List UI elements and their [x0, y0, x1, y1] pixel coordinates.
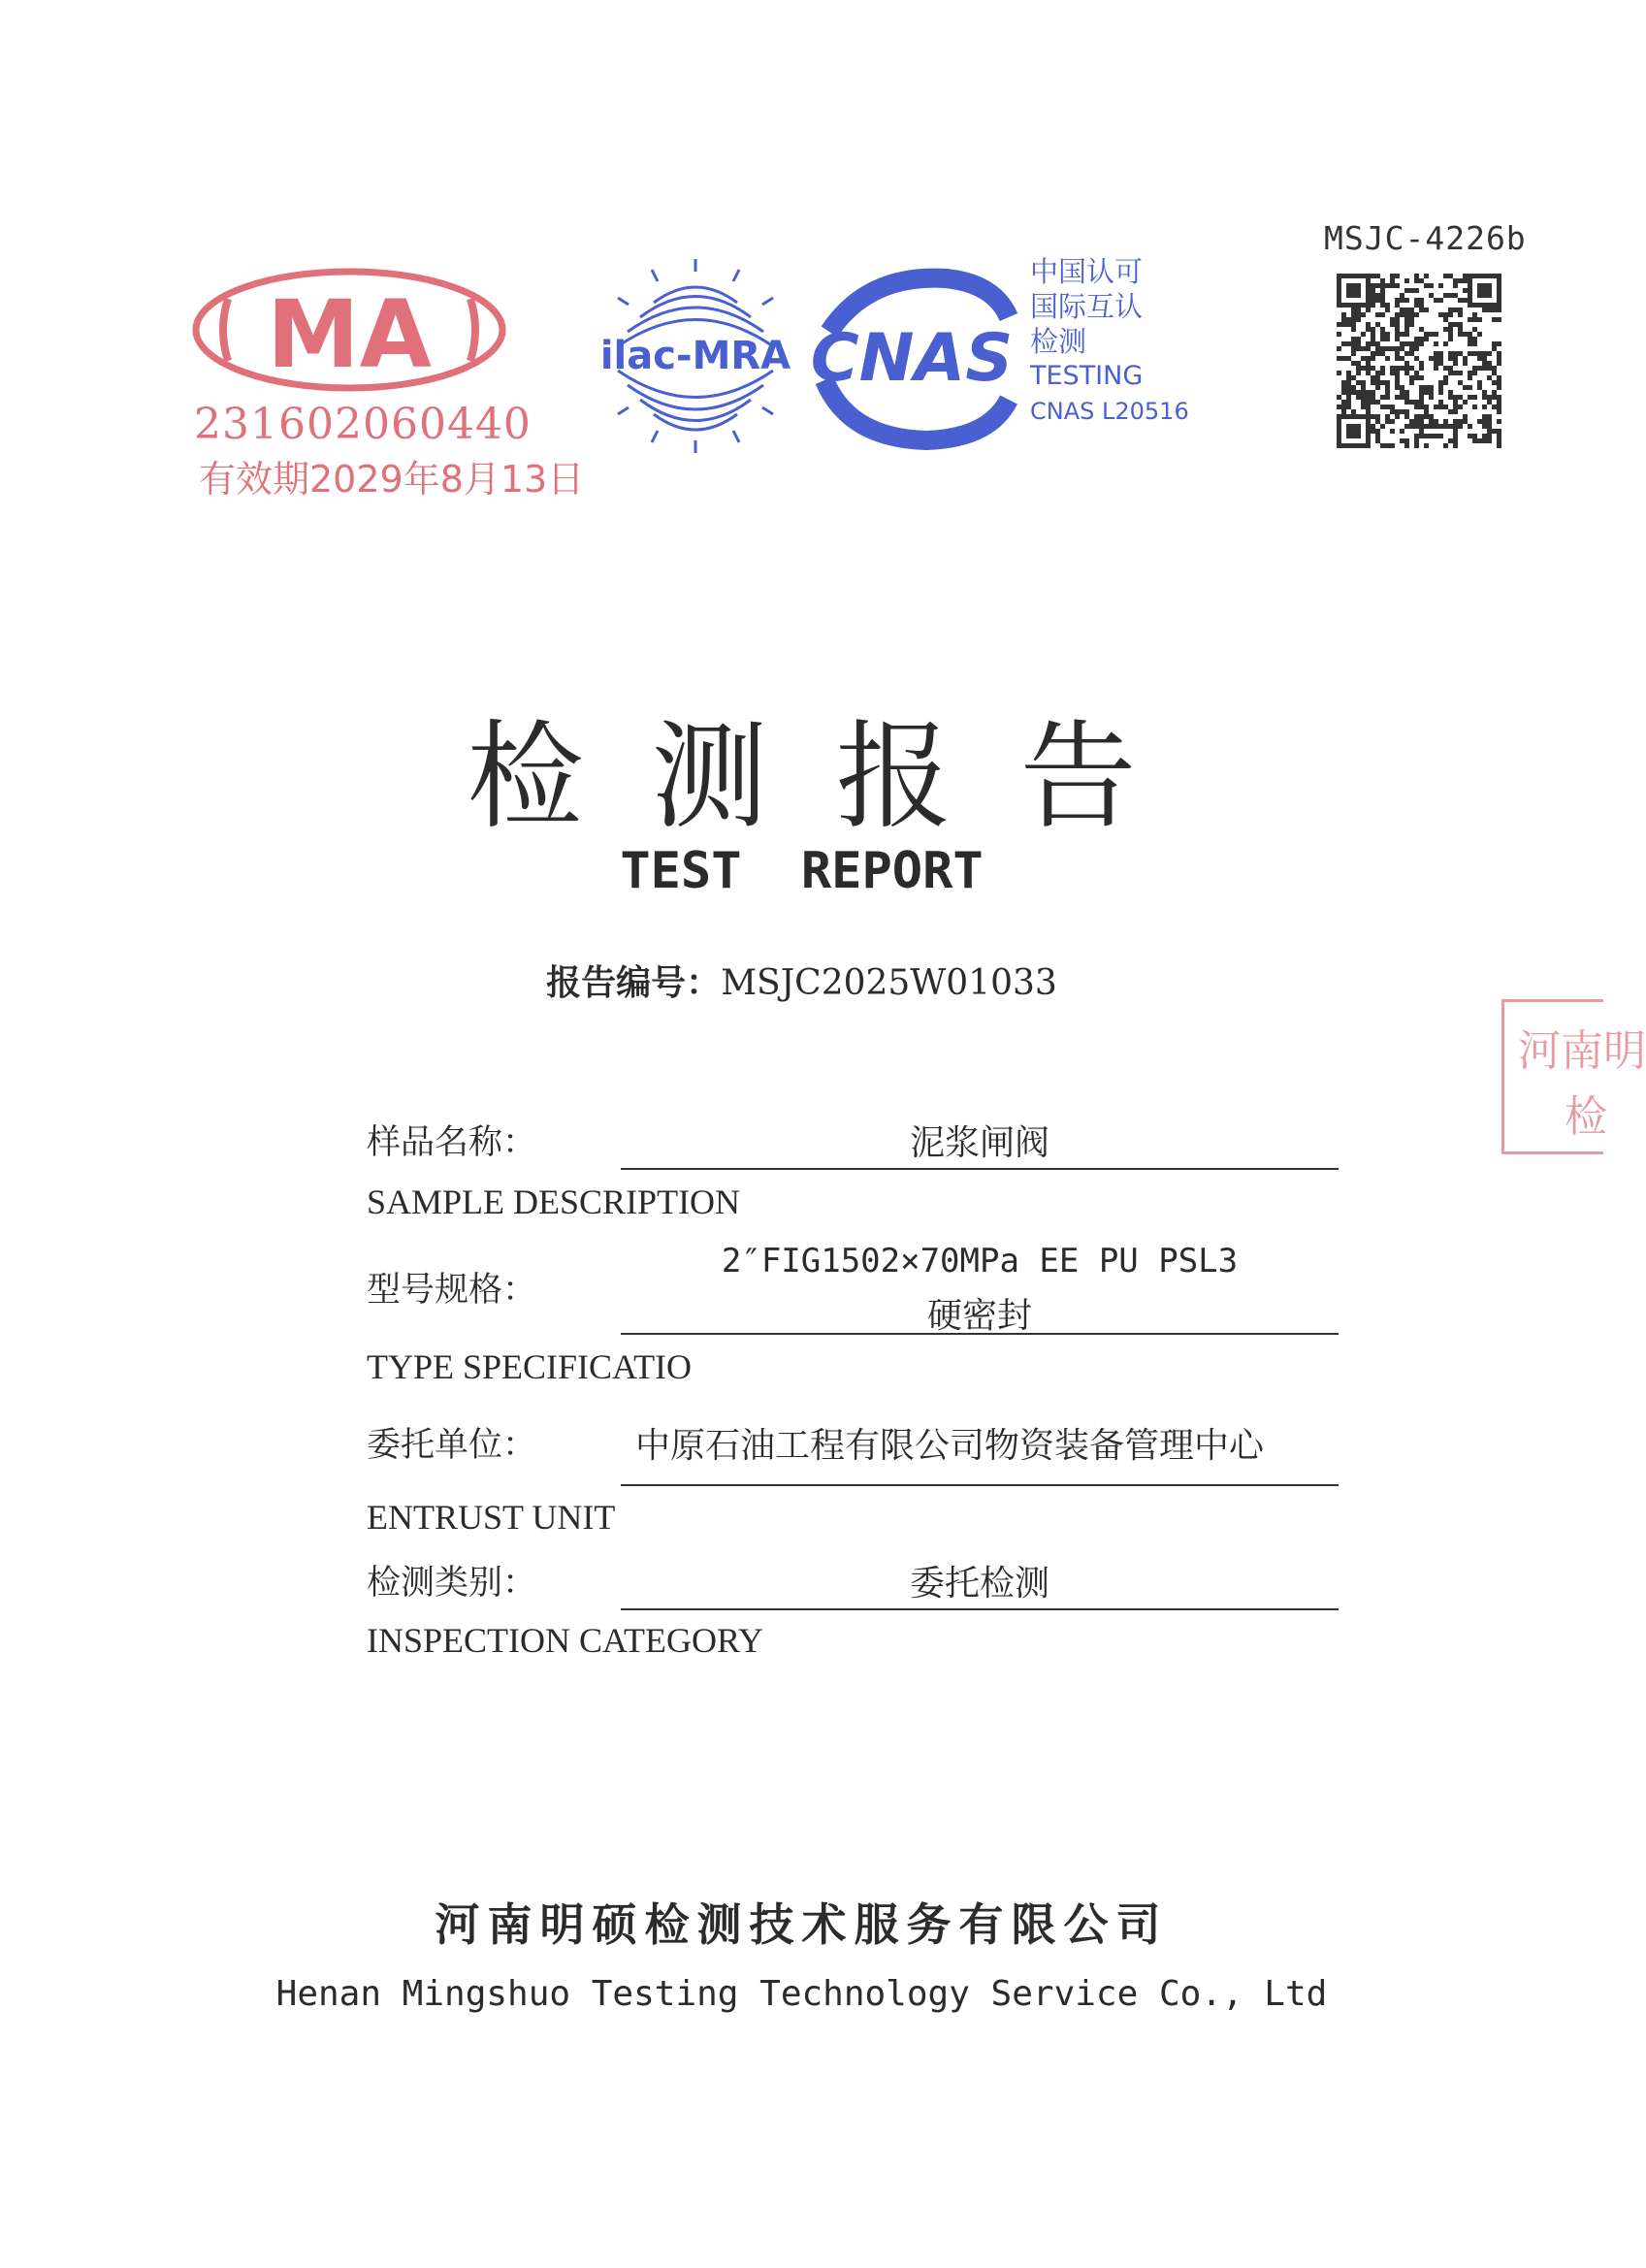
category-label-cn: 检测类别：	[367, 1564, 537, 1603]
cma-seal-mark: MA	[267, 280, 432, 389]
type-value-line-2: 硬密封	[926, 1296, 1032, 1336]
company-name-cn: 河南明硕检测技术服务有限公司	[435, 1898, 1169, 1951]
entrust-value: 中原石油工程有限公司物资装备管理中心	[635, 1426, 1265, 1466]
cnas-logo-icon	[800, 264, 1023, 448]
sample-label-cn: 样品名称：	[367, 1123, 537, 1162]
side-stamp-line-2: 检	[1565, 1092, 1607, 1142]
report-number	[0, 956, 1603, 1005]
cnas-seal	[800, 264, 1023, 448]
cnas-accreditation-text	[1030, 254, 1189, 429]
ilac-logo-icon	[594, 254, 797, 458]
cnas-line-3: 检测	[1030, 325, 1087, 358]
entrust-label-en: ENTRUST UNIT	[367, 1498, 616, 1537]
type-label-en: TYPE SPECIFICATIO	[367, 1347, 693, 1386]
cnas-line-5: CNAS L20516	[1030, 398, 1189, 425]
side-stamp-line-1: 河南明	[1518, 1026, 1646, 1076]
sample-label-en: SAMPLE DESCRIPTION	[367, 1183, 741, 1221]
document-code: MSJC-4226b	[1324, 219, 1527, 257]
type-underline	[621, 1333, 1339, 1335]
company-name-en: Henan Mingshuo Testing Technology Service Co., Ltd	[275, 1974, 1328, 2014]
sample-underline	[621, 1168, 1339, 1170]
cma-number: 231602060440	[194, 400, 532, 449]
category-label-en: INSPECTION CATEGORY	[367, 1621, 764, 1660]
cma-valid-until: 有效期2029年8月13日	[199, 458, 585, 501]
title-chinese: 检测报告	[467, 710, 1205, 845]
entrust-underline	[621, 1484, 1339, 1486]
ilac-seal-mark: ilac-MRA	[599, 334, 791, 378]
cnas-line-1: 中国认可	[1030, 255, 1144, 288]
title-english: TEST REPORT	[620, 842, 984, 900]
qr-code-icon	[1337, 274, 1501, 448]
category-value: 委托检测	[909, 1564, 1049, 1604]
type-label-cn: 型号规格：	[367, 1271, 537, 1310]
category-underline	[621, 1608, 1339, 1610]
cma-logo-icon	[189, 262, 509, 407]
ilac-mra-seal	[594, 254, 797, 458]
side-stamp	[1501, 999, 1646, 1154]
entrust-label-cn: 委托单位：	[367, 1426, 537, 1465]
type-value-line-1: 2″FIG1502×70MPa EE PU PSL3	[721, 1242, 1239, 1280]
cnas-line-4: TESTING	[1030, 361, 1144, 391]
report-number-value: MSJC2025W01033	[721, 963, 1057, 1003]
cnas-seal-mark: CNAS	[810, 320, 1014, 397]
report-number-label: 报告编号：	[546, 963, 722, 1003]
cnas-line-2: 国际互认	[1030, 290, 1144, 323]
sample-value: 泥浆闸阀	[909, 1123, 1049, 1163]
